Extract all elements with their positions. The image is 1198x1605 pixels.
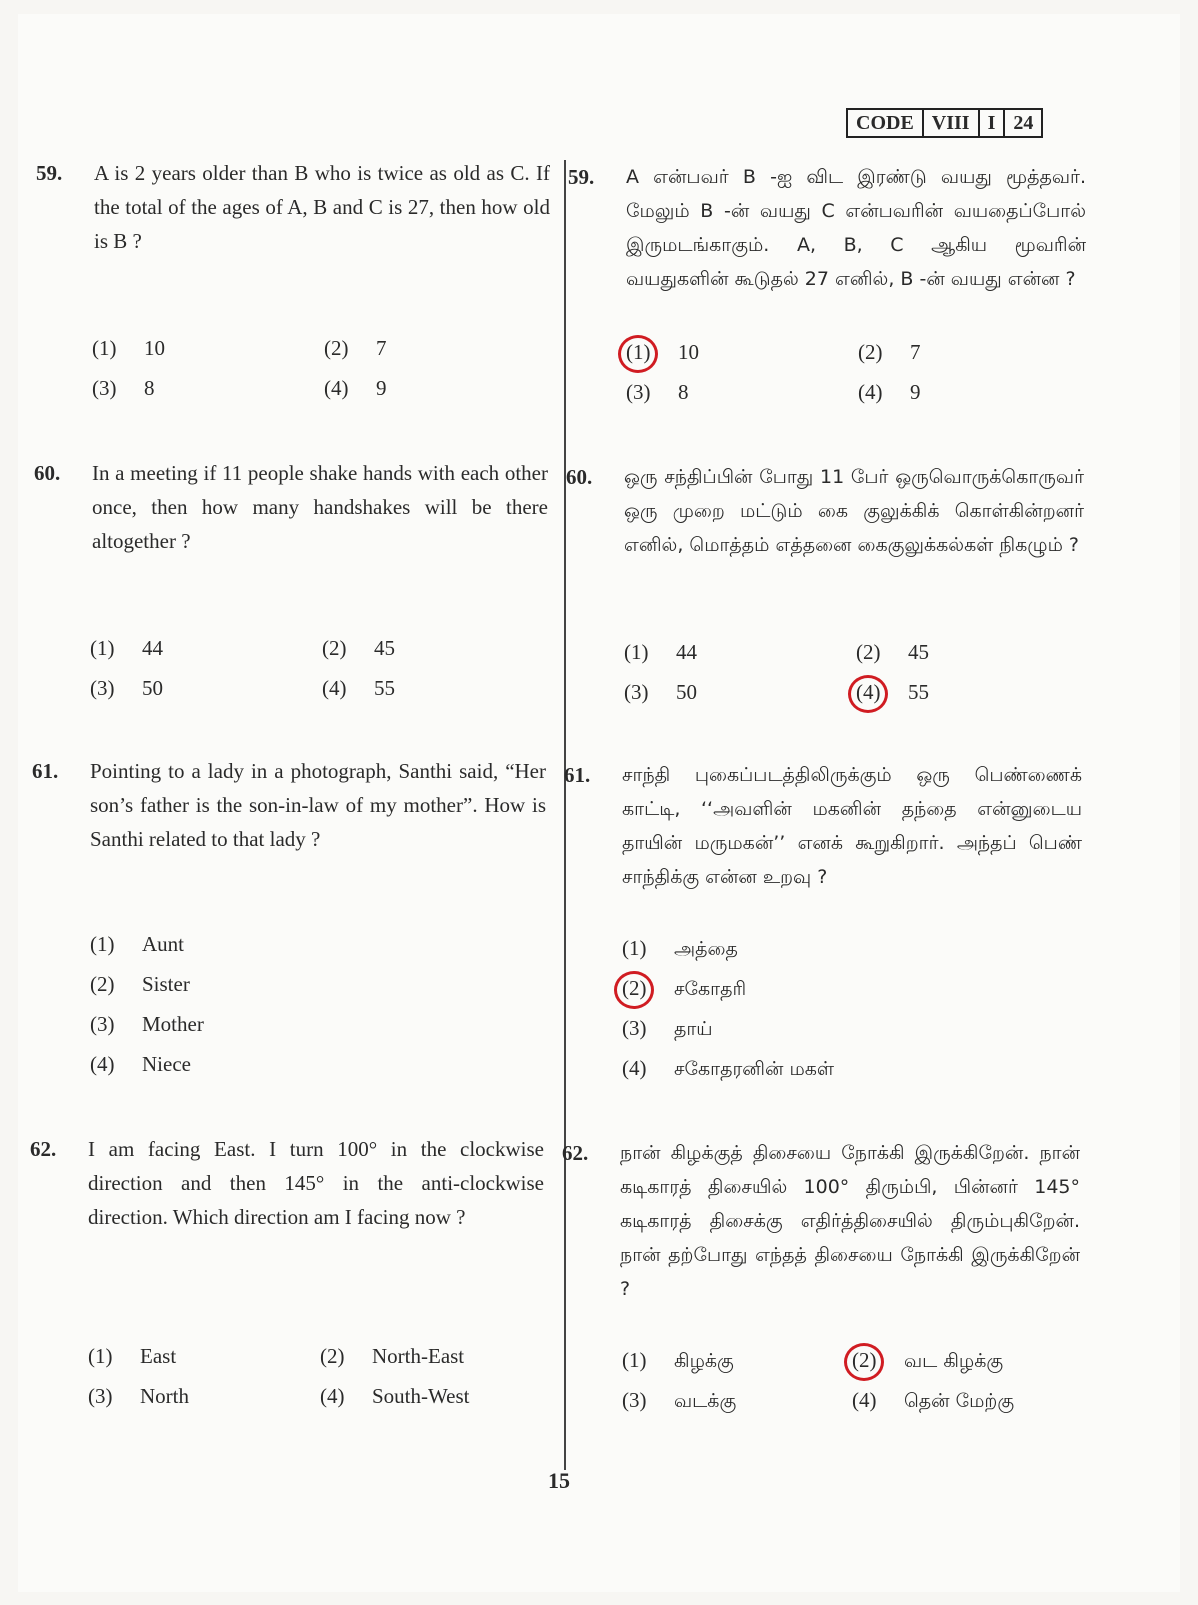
option[interactable]: (1) 10 <box>626 340 699 365</box>
question-number: 61. <box>564 763 591 787</box>
option[interactable]: (4) தென் மேற்கு <box>852 1388 1015 1412</box>
answer-mark-circle <box>618 335 658 373</box>
question-number: 59. <box>36 161 63 185</box>
option[interactable]: (2) 7 <box>324 336 387 360</box>
option[interactable]: (1) கிழக்கு <box>622 1348 734 1372</box>
option[interactable]: (1) East <box>88 1344 177 1368</box>
option[interactable]: (4) South-West <box>320 1384 470 1408</box>
question-number: 60. <box>566 465 593 489</box>
question-number: 59. <box>568 165 595 189</box>
question-text: In a meeting if 11 people shake hands with each other once, then how many handshakes will be there altogether ? <box>92 461 548 553</box>
answer-mark-circle <box>614 971 654 1009</box>
question-text: A என்பவர் B -ஐ விட இரண்டு வயது மூத்தவர். மேலும் B -ன் வயது C என்பவரின் வயதைப்போல் இருமடங்காகும். A, B, C ஆகிய மூவரின் வயதுகளின் கூடுதல் 27 எனில், B -ன் வயது என்ன ? <box>626 166 1086 290</box>
option[interactable]: (2) Sister <box>90 972 190 996</box>
question-text: நான் கிழக்குத் திசையை நோக்கி இருக்கிறேன். நான் கடிகாரத் திசையில் 100° திரும்பி, பின்னர் 145° கடிகாரத் திசைக்கு எதிர்த்திசையில் திரும்புகிறேன். நான் தற்போது எந்தத் திசையை நோக்கி இருக்கிறேன் ? <box>620 1142 1080 1300</box>
column-divider <box>564 160 566 1470</box>
option[interactable]: (4) 55 <box>856 680 929 705</box>
question-text: I am facing East. I turn 100° in the clockwise direction and then 145° in the anti-clockwise direction. Which direction am I facing now ? <box>88 1137 544 1229</box>
option[interactable]: (2) வட கிழக்கு <box>852 1348 1003 1375</box>
option[interactable]: (4) 55 <box>322 676 395 700</box>
option[interactable]: (1) அத்தை <box>622 936 738 960</box>
question-text: A is 2 years older than B who is twice as old as C. If the total of the ages of A, B and C is 27, then how old is B ? <box>94 161 550 253</box>
code-part: VIII <box>922 110 978 136</box>
page-number: 15 <box>548 1468 570 1493</box>
option[interactable]: (3) North <box>88 1384 189 1408</box>
option[interactable]: (4) 9 <box>324 376 387 400</box>
option[interactable]: (3) 8 <box>626 380 689 404</box>
question-number: 62. <box>30 1137 57 1161</box>
option[interactable]: (3) Mother <box>90 1012 204 1036</box>
question-text: ஒரு சந்திப்பின் போது 11 பேர் ஒருவொருக்கொருவர் ஒரு முறை மட்டும் கை குலுக்கிக் கொள்கின்றனர் எனில், மொத்தம் எத்தனை கைகுலுக்கல்கள் நிகழும் ? <box>624 466 1084 556</box>
answer-mark-circle <box>848 675 888 713</box>
answer-mark-circle <box>844 1343 884 1381</box>
option[interactable]: (1) 44 <box>624 640 697 664</box>
question-text: Pointing to a lady in a photograph, Santhi said, “Her son’s father is the son-in-law of my mother”. How is Santhi related to that lady ? <box>90 759 546 851</box>
question-text: சாந்தி புகைப்படத்திலிருக்கும் ஒரு பெண்ணைக் காட்டி, ‘‘அவளின் மகனின் தந்தை என்னுடைய தாயின் மருமகன்’’ எனக் கூறுகிறார். அந்தப் பெண் சாந்திக்கு என்ன உறவு ? <box>622 764 1082 888</box>
option[interactable]: (2) North-East <box>320 1344 465 1368</box>
option[interactable]: (2) 7 <box>858 340 921 364</box>
question-number: 61. <box>32 759 59 783</box>
option[interactable]: (4) 9 <box>858 380 921 404</box>
code-part: 24 <box>1003 110 1041 136</box>
option[interactable]: (2) சகோதரி <box>622 976 746 1003</box>
code-box <box>846 108 1043 138</box>
option[interactable]: (2) 45 <box>322 636 395 660</box>
option[interactable]: (4) சகோதரனின் மகள் <box>622 1056 835 1080</box>
code-label: CODE <box>856 112 914 134</box>
option[interactable]: (4) Niece <box>90 1052 191 1076</box>
option[interactable]: (3) தாய் <box>622 1016 713 1040</box>
option[interactable]: (1) 44 <box>90 636 163 660</box>
question-number: 62. <box>562 1141 589 1165</box>
code-part: I <box>978 110 1004 136</box>
option[interactable]: (2) 45 <box>856 640 929 664</box>
option[interactable]: (1) 10 <box>92 336 165 360</box>
option[interactable]: (3) 8 <box>92 376 155 400</box>
question-number: 60. <box>34 461 61 485</box>
option[interactable]: (3) 50 <box>624 680 697 704</box>
option[interactable]: (1) Aunt <box>90 932 184 956</box>
option[interactable]: (3) வடக்கு <box>622 1388 737 1412</box>
option[interactable]: (3) 50 <box>90 676 163 700</box>
